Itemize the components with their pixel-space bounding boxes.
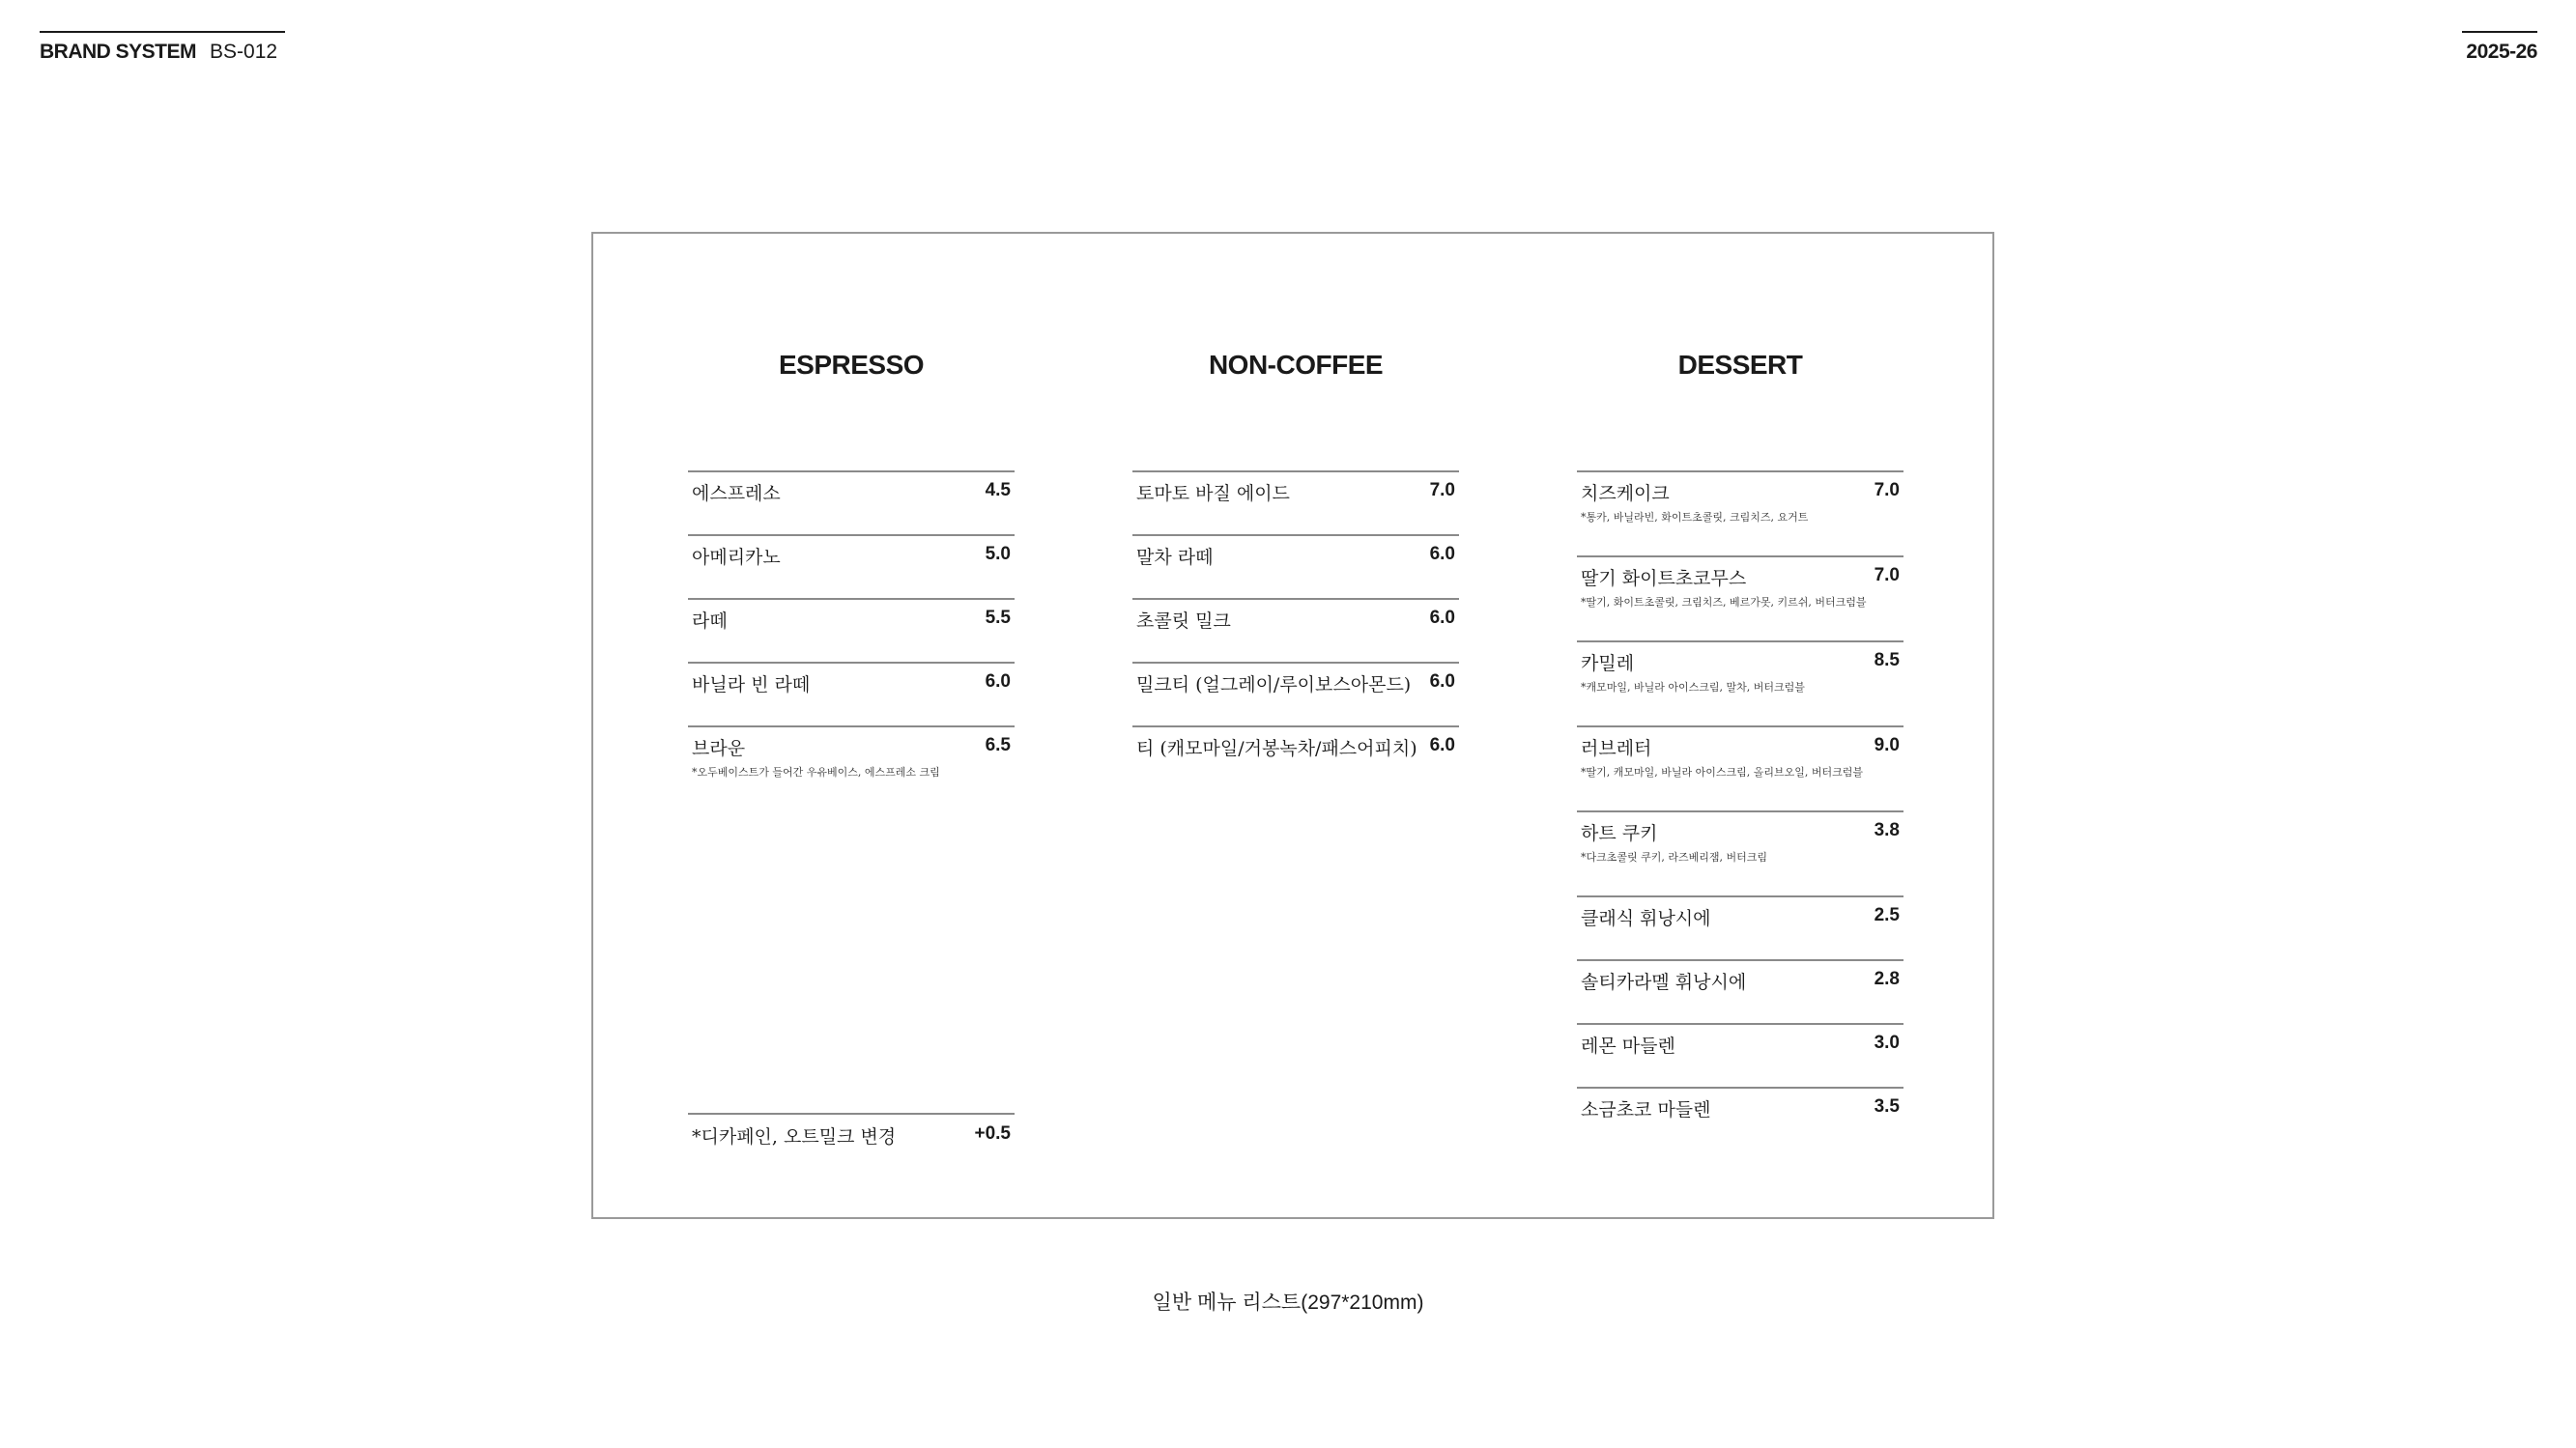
item-price: 5.5 (985, 608, 1011, 628)
item-price: 7.0 (1874, 480, 1900, 500)
dessert-title: DESSERT (1677, 350, 1803, 380)
menu-item (1132, 470, 1459, 534)
menu-item (1577, 470, 1903, 555)
item-name: 바닐라 빈 라떼 (692, 674, 811, 696)
espresso-items (688, 470, 1015, 789)
item-name: 아메리카노 (692, 547, 781, 568)
item-price: 6.0 (985, 671, 1011, 692)
item-name: 라떼 (692, 610, 728, 632)
item-price: 8.5 (1874, 650, 1900, 670)
item-price: 3.5 (1874, 1096, 1900, 1117)
item-name: 러브레터 (1581, 738, 1652, 759)
item-price: 3.0 (1874, 1033, 1900, 1053)
menu-item (1577, 555, 1903, 640)
menu-item (688, 470, 1015, 534)
menu-item (1577, 640, 1903, 725)
item-description: *오두베이스트가 들어간 우유베이스, 에스프레소 크림 (692, 766, 940, 779)
item-name: 에스프레소 (692, 483, 781, 504)
menu-item (688, 725, 1015, 789)
item-description: *딸기, 캐모마일, 바닐라 아이스크림, 올리브오일, 버터크럼블 (1581, 766, 1863, 779)
item-name: 밀크티 (얼그레이/루이보스아몬드) (1136, 674, 1412, 696)
menu-item (1577, 725, 1903, 810)
item-description: *캐모마일, 바닐라 아이스크림, 말차, 버터크럼블 (1581, 681, 1805, 694)
espresso-title: ESPRESSO (778, 350, 925, 380)
menu-item (688, 598, 1015, 662)
item-name: 딸기 화이트초코무스 (1581, 568, 1747, 589)
item-name: 토마토 바질 에이드 (1136, 483, 1290, 504)
option-price: +0.5 (974, 1123, 1011, 1144)
option-name: *디카페인, 오트밀크 변경 (692, 1126, 897, 1148)
item-name: 레몬 마들렌 (1581, 1036, 1675, 1057)
noncoffee-title: NON-COFFEE (1208, 350, 1384, 380)
item-name: 소금초코 마들렌 (1581, 1099, 1711, 1121)
item-name: 솔티카라멜 휘낭시에 (1581, 972, 1747, 993)
menu-item (1132, 598, 1459, 662)
item-price: 6.0 (1429, 544, 1455, 564)
espresso-option-row (688, 1113, 1015, 1153)
item-price: 6.0 (1429, 608, 1455, 628)
item-price: 6.0 (1429, 735, 1455, 755)
menu-item (688, 662, 1015, 725)
menu-item (1577, 895, 1903, 959)
item-price: 2.5 (1874, 905, 1900, 925)
item-description: *통카, 바닐라빈, 화이트초콜릿, 크림치즈, 요거트 (1581, 511, 1809, 524)
dessert-items (1577, 470, 1903, 1150)
menu-item (1577, 1087, 1903, 1150)
item-description: *다크초콜릿 쿠키, 라즈베리잼, 버터크림 (1581, 851, 1767, 864)
item-price: 2.8 (1874, 969, 1900, 989)
menu-card (591, 232, 1994, 1219)
item-price: 6.0 (1429, 671, 1455, 692)
item-price: 7.0 (1429, 480, 1455, 500)
item-price: 5.0 (985, 544, 1011, 564)
item-price: 6.5 (985, 735, 1011, 755)
menu-item (1132, 662, 1459, 725)
menu-item (688, 534, 1015, 598)
item-name: 말차 라떼 (1136, 547, 1214, 568)
item-price: 9.0 (1874, 735, 1900, 755)
item-description: *딸기, 화이트초콜릿, 크림치즈, 베르가못, 키르쉬, 버터크럼블 (1581, 596, 1867, 609)
document-code: BS-012 (210, 41, 278, 63)
menu-item (1577, 959, 1903, 1023)
item-name: 브라운 (692, 738, 746, 759)
item-name: 클래식 휘낭시에 (1581, 908, 1711, 929)
item-name: 초콜릿 밀크 (1136, 610, 1231, 632)
noncoffee-items (1132, 470, 1459, 789)
header-year: 2025-26 (2462, 31, 2537, 64)
menu-item (1132, 725, 1459, 789)
brand-title: BRAND SYSTEM (40, 41, 197, 63)
item-name: 치즈케이크 (1581, 483, 1670, 504)
item-price: 4.5 (985, 480, 1011, 500)
item-price: 3.8 (1874, 820, 1900, 840)
item-name: 하트 쿠키 (1581, 823, 1658, 844)
item-name: 카밀레 (1581, 653, 1635, 674)
header-brand (40, 31, 285, 64)
menu-item (1132, 534, 1459, 598)
item-name: 티 (캐모마일/거봉녹차/패스어피치) (1136, 738, 1417, 759)
menu-caption: 일반 메뉴 리스트(297*210mm) (1152, 1292, 1424, 1314)
menu-item (1577, 1023, 1903, 1087)
item-price: 7.0 (1874, 565, 1900, 585)
menu-item (1577, 810, 1903, 895)
